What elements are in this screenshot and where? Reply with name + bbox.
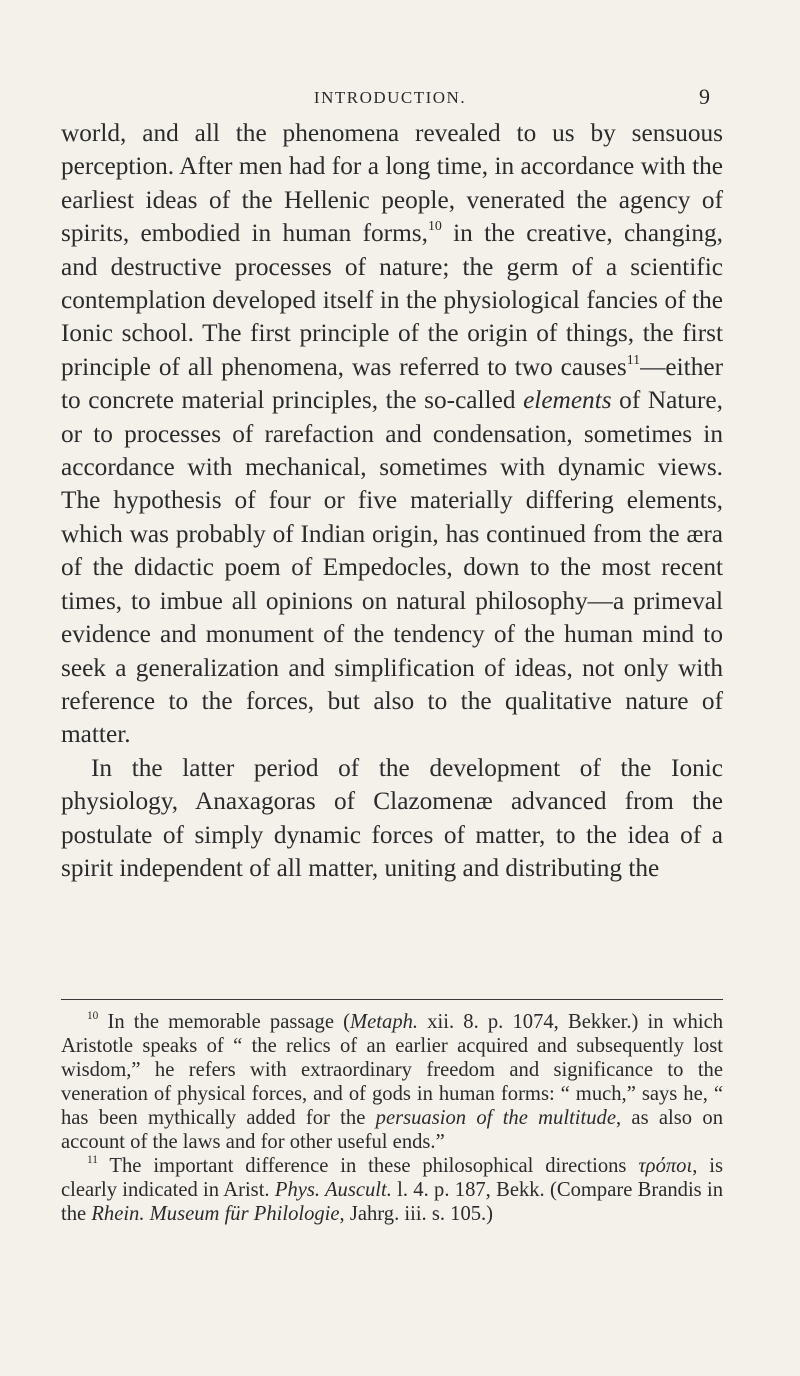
running-head: INTRODUCTION. xyxy=(313,88,467,107)
footnote-text-segment: xii. 8. p. 1074, Bekker.) in which Aristotle speaks of “ the relics of an earlier acquired and subsequently lost wisdom,” he refers with extraordinary freedom and significance to the veneration of physical forces, and of gods in human forms: “ much,” says he, “ has been mythically added for the xyxy=(61,1011,724,1129)
footnote-mark-11: 11 xyxy=(87,1153,98,1166)
footnote-text-segment: , Jahrg. iii. s. 105.) xyxy=(339,1203,494,1225)
footnote-text-segment: In the memorable passage ( xyxy=(98,1011,350,1033)
body-paragraph-1 xyxy=(61,117,723,752)
emphasis-elements: elements xyxy=(523,386,612,415)
page-number: 9 xyxy=(699,84,710,109)
footnote-ref-10: 10 xyxy=(427,219,442,235)
footnote-text-segment: l. 4. p. 187, Bekk. (Compare Brandis in the xyxy=(61,1179,723,1225)
body-text-segment: world, and all the phenomena revealed to us by sensuous perception. After men had for a long time, in accordance with the earliest ideas of the Hellenic people, venerated the agency of spirits, embodied in human forms, xyxy=(61,119,723,248)
body-text-segment: in the creative, changing, and destructive processes of nature; the germ of a scientific contemplation developed itself in the physiological fancies of the Ionic school. The first principle of the origin of things, the first principle of all phenomena, was referred to two causes xyxy=(61,219,724,381)
footnote-text-segment: , is clearly indicated in Arist. xyxy=(61,1155,723,1201)
footnotes xyxy=(61,1010,723,1226)
footnote-ref-11: 11 xyxy=(626,352,641,368)
footnote-mark-10: 10 xyxy=(87,1009,99,1022)
body-text-segment: —either to concrete material principles, the so-called xyxy=(61,352,723,415)
greek-term: τρόποι xyxy=(638,1155,693,1177)
emphasis-persuasion: persuasion of the multitude xyxy=(375,1107,616,1129)
page-header xyxy=(70,84,710,118)
footnote-text-segment: The important difference in these philosophical directions xyxy=(97,1155,639,1177)
footnote-11 xyxy=(61,1154,723,1226)
citation-rhein: Rhein. Museum für Philologie xyxy=(91,1203,340,1225)
footnote-divider xyxy=(61,999,723,1000)
citation-phys: Phys. Auscult. xyxy=(274,1179,392,1201)
body-paragraph-2: In the latter period of the development of the Ionic physiology, Anaxagoras of Clazomenæ advanced from the postulate of simply dynamic forces of matter, to the idea of a spirit independent of all matter, uniting and distributing the xyxy=(61,753,723,882)
body-text-segment: of Nature, or to processes of rarefaction and condensation, sometimes in accordance with mechanical, sometimes with dynamic views. The hypothesis of four or five materially differing elements, which was probably of Indian origin, has continued from the æra of the didactic poem of Empedocles, down to the most recent times, to imbue all opinions on natural philosophy—a primeval evidence and monument of the tendency of the human mind to seek a generalization and simplification of ideas, not only with reference to the forces, but also to the qualitative nature of matter. xyxy=(61,386,723,749)
body-text xyxy=(61,117,723,885)
footnote-text-segment: , as also on account of the laws and for other useful ends.” xyxy=(61,1107,723,1153)
footnote-10 xyxy=(61,1010,723,1154)
citation-metaph: Metaph. xyxy=(350,1011,419,1033)
